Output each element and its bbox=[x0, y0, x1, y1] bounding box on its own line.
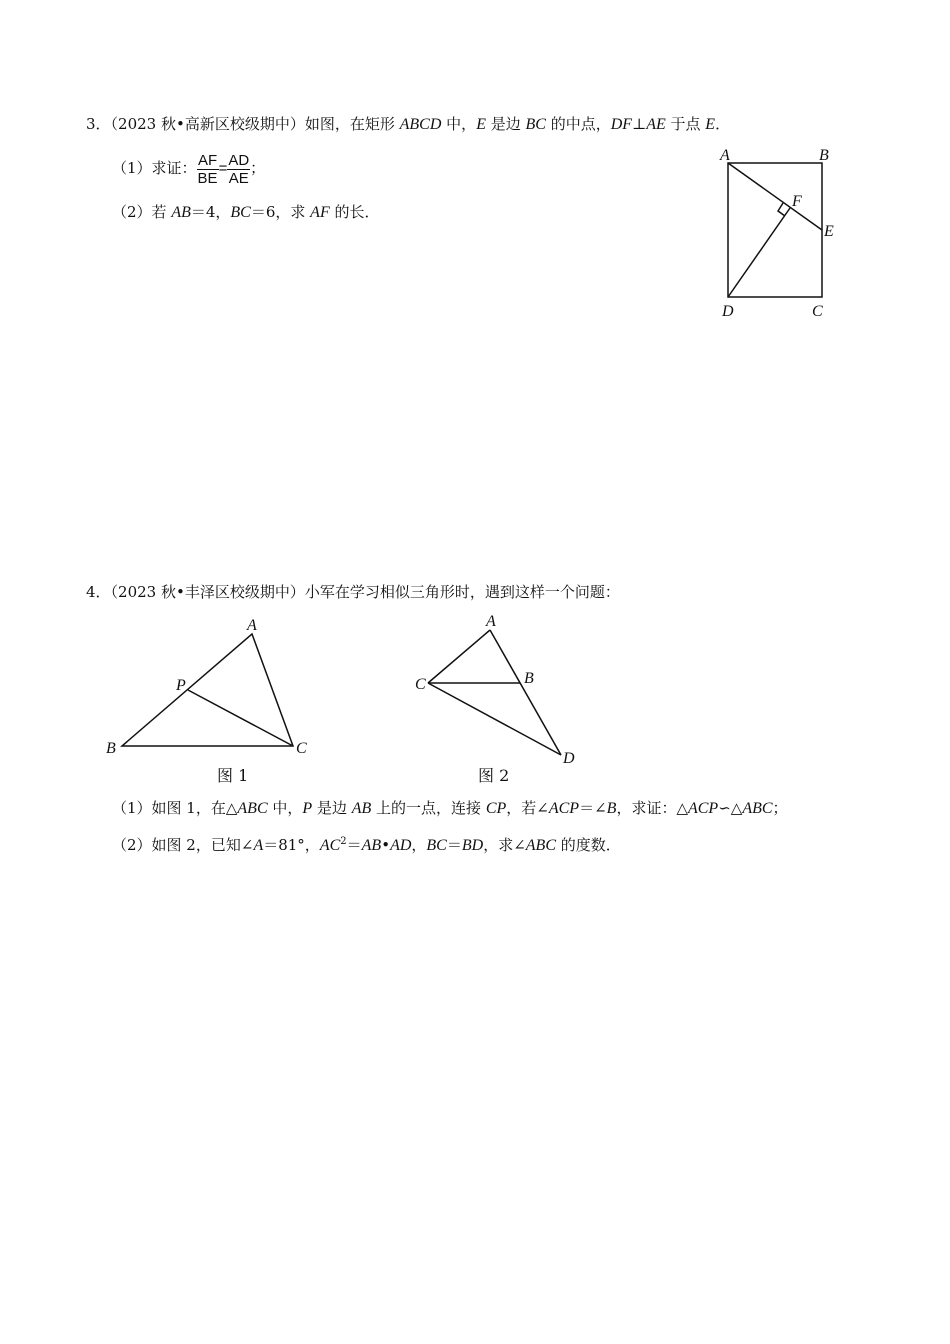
problem-number: 4． bbox=[86, 583, 111, 601]
right-angle-mark bbox=[778, 203, 785, 216]
problem-3-part-2: （2）若 AB＝4，BC＝6，求 AF 的长． bbox=[112, 203, 380, 221]
label-e: E bbox=[824, 223, 834, 240]
segment-ad bbox=[490, 630, 561, 755]
problem-4-part-1: （1）如图 1，在△ABC 中，P 是边 AB 上的一点，连接 CP，若∠ACP＝∠B，求证：△ACP∽△ABC； bbox=[112, 799, 788, 817]
label-a: A bbox=[720, 147, 730, 164]
segment-cd bbox=[428, 683, 561, 755]
label-p: P bbox=[176, 677, 186, 694]
problem-3-stem: 3．（2023 秋•高新区校级期中）如图，在矩形 ABCD 中，E 是边 BC 的中点，DF⊥AE 于点 E． bbox=[86, 115, 731, 133]
label-c: C bbox=[812, 303, 823, 320]
segment-cp bbox=[188, 690, 293, 746]
problem-4-stem: 4．（2023 秋•丰泽区校级期中）小军在学习相似三角形时，遇到这样一个问题： bbox=[86, 583, 620, 601]
figure-1-caption: 图 1 bbox=[217, 766, 249, 785]
label-b: B bbox=[106, 740, 116, 757]
label-a: A bbox=[486, 613, 496, 630]
label-d: D bbox=[563, 750, 575, 767]
problem-number: 3． bbox=[86, 115, 111, 133]
rectangle-abcd bbox=[728, 163, 822, 297]
figure-2-caption: 图 2 bbox=[478, 766, 510, 785]
segment-ac bbox=[428, 630, 490, 683]
fraction-af-be: $\frac{AF}{BE}$ bbox=[197, 151, 218, 187]
label-a: A bbox=[247, 617, 257, 634]
problem-4-part-2: （2）如图 2，已知∠A＝81°，$AC^2=AB•AD$，BC＝BD，求∠ABC 的度数． bbox=[112, 836, 621, 854]
label-d: D bbox=[722, 303, 734, 320]
problem-3-part-1: （1）求证： $\frac{AF}{BE}$ = $\frac{AD}{AE}$ ； bbox=[112, 151, 266, 187]
problem-source: （2023 秋•丰泽区校级期中） bbox=[110, 583, 305, 601]
segment-df bbox=[728, 208, 790, 297]
fraction-ad-ae: $\frac{AD}{AE}$ bbox=[228, 151, 250, 187]
problem-source: （2023 秋•高新区校级期中） bbox=[110, 115, 305, 133]
triangle-abc bbox=[122, 634, 293, 746]
segment-ae bbox=[728, 163, 822, 230]
label-c: C bbox=[415, 676, 426, 693]
label-b: B bbox=[524, 670, 534, 687]
label-c: C bbox=[296, 740, 307, 757]
label-f: F bbox=[792, 193, 802, 210]
label-b: B bbox=[819, 147, 829, 164]
